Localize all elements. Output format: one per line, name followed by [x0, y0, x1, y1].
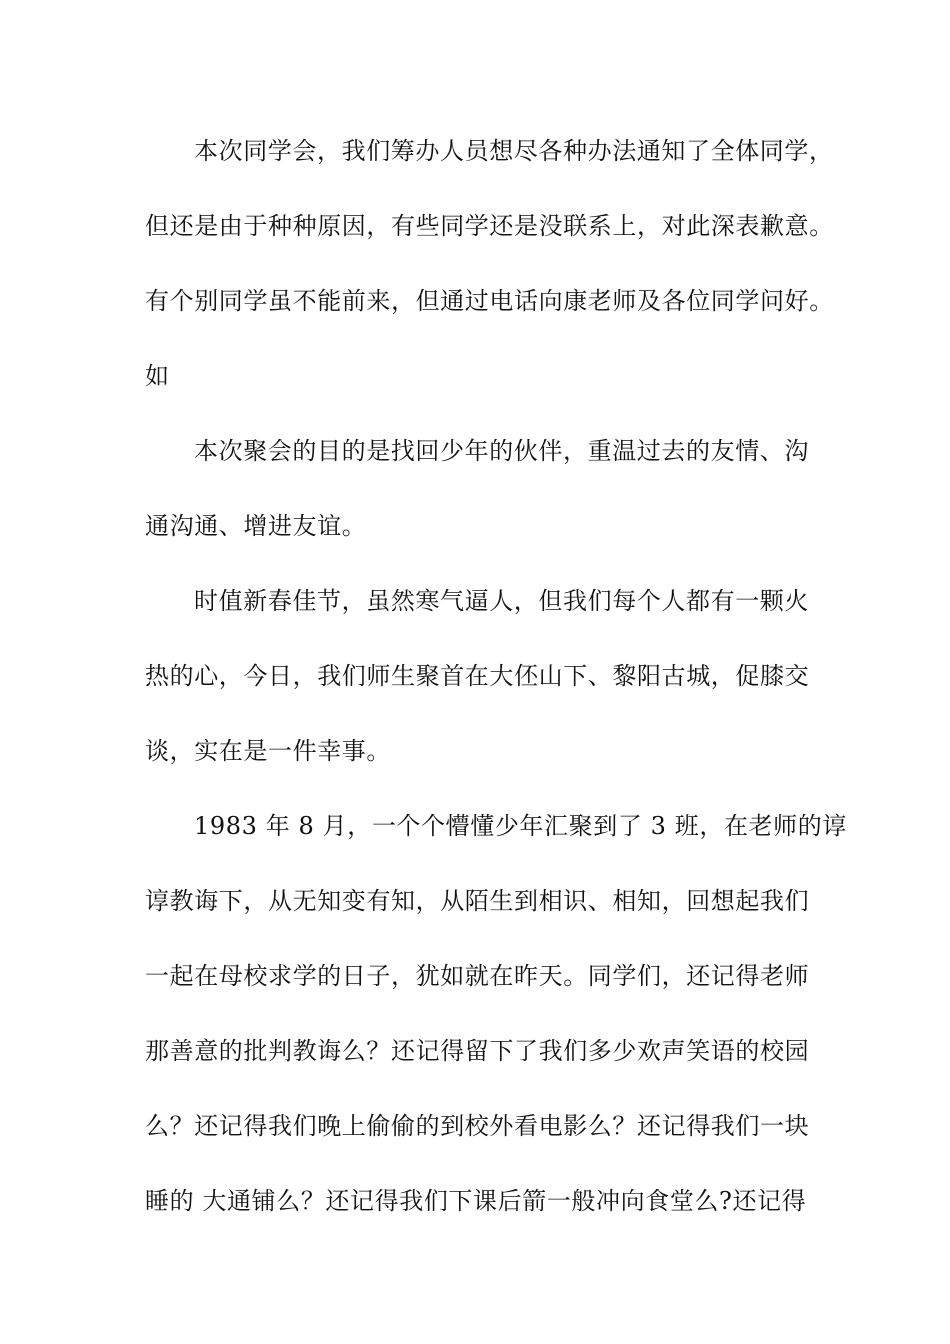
paragraph-3-line-3: 谈，实在是一件幸事。 [145, 737, 391, 765]
paragraph-2-line-1: 本次聚会的目的是找回少年的伙伴，重温过去的友情、沟 [194, 437, 809, 465]
paragraph-3-line-2: 热的心，今日，我们师生聚首在大伾山下、黎阳古城，促膝交 [145, 662, 810, 690]
paragraph-4-line-6: 睡的 大通铺么？还记得我们下课后箭一般冲向食堂么?还记得 [145, 1187, 807, 1215]
paragraph-4-line-2: 谆教诲下，从无知变有知，从陌生到相识、相知，回想起我们 [145, 887, 810, 915]
paragraph-4-line-5: 么？还记得我们晚上偷偷的到校外看电影么？还记得我们一块 [145, 1112, 810, 1140]
paragraph-1-line-1: 本次同学会，我们筹办人员想尽各种办法通知了全体同学， [194, 137, 834, 165]
paragraph-1-line-4: 如 [145, 362, 170, 390]
paragraph-4-line-4: 那善意的批判教诲么？还记得留下了我们多少欢声笑语的校园 [145, 1037, 810, 1065]
paragraph-1-line-3: 有个别同学虽不能前来，但通过电话向康老师及各位同学问好。 [145, 287, 834, 315]
paragraph-3-line-1: 时值新春佳节，虽然寒气逼人，但我们每个人都有一颗火 [194, 587, 809, 615]
paragraph-4-line-3: 一起在母校求学的日子，犹如就在昨天。同学们，还记得老师 [145, 962, 810, 990]
paragraph-4-line-1: 1983 年 8 月，一个个懵懂少年汇聚到了 3 班，在老师的谆 [194, 812, 847, 840]
paragraph-2-line-2: 通沟通、增进友谊。 [145, 512, 367, 540]
paragraph-1-line-2: 但还是由于种种原因，有些同学还是没联系上，对此深表歉意。 [145, 212, 834, 240]
